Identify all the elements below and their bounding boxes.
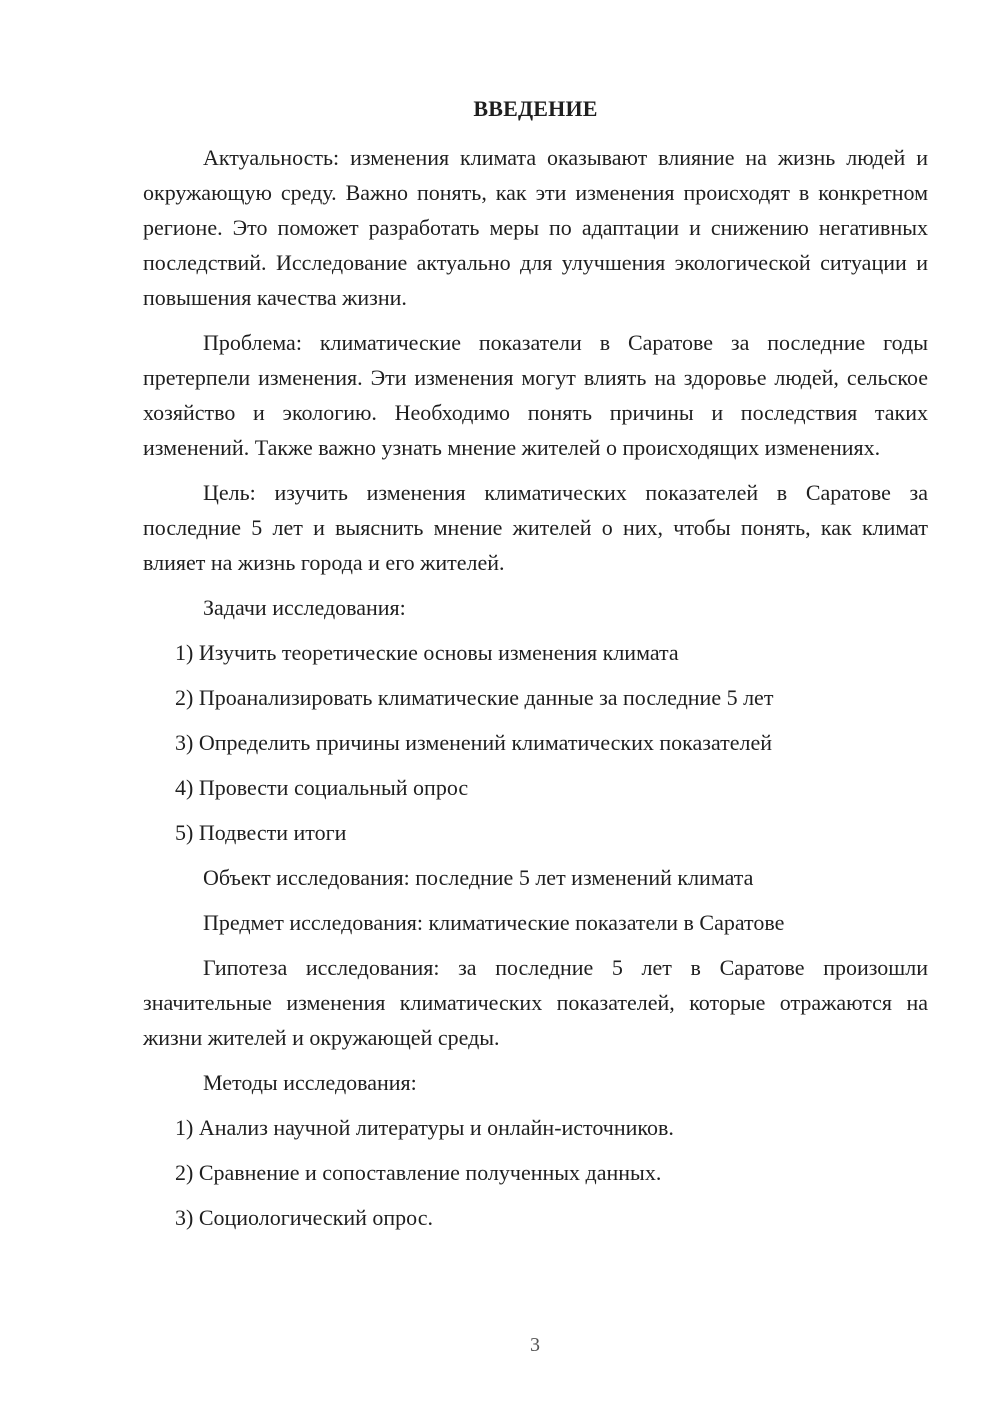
problem-paragraph: Проблема: климатические показатели в Саратове за последние годы претерпели изменения. Эти изменения могут влиять на здоровье людей, сельское хозяйство и экологию. Необходимо понять причины и последствия таких изменений. Также важно узнать мнение жителей о происходящих изменениях.: [143, 330, 928, 460]
page-heading: ВВЕДЕНИЕ: [473, 96, 598, 121]
method-item: 2) Сравнение и сопоставление полученных данных.: [175, 1160, 662, 1185]
page-number: 3: [530, 1334, 540, 1356]
task-item: 1) Изучить теоретические основы изменения климата: [175, 640, 679, 665]
research-object: Объект исследования: последние 5 лет изменений климата: [203, 865, 754, 890]
method-item: 1) Анализ научной литературы и онлайн-источников.: [175, 1115, 674, 1140]
method-item: 3) Социологический опрос.: [175, 1205, 433, 1230]
task-item: 3) Определить причины изменений климатических показателей: [175, 730, 773, 755]
task-item: 5) Подвести итоги: [175, 820, 347, 845]
relevance-paragraph: Актуальность: изменения климата оказывают влияние на жизнь людей и окружающую среду. Важно понять, как эти изменения происходят в конкретном регионе. Это поможет разработать меры по адаптации и снижению негативных последствий. Исследование актуально для улучшения экологической ситуации и повышения качества жизни.: [143, 145, 928, 310]
goal-paragraph: Цель: изучить изменения климатических показателей в Саратове за последние 5 лет и выяснить мнение жителей о них, чтобы понять, как климат влияет на жизнь города и его жителей.: [143, 480, 928, 575]
task-item: 2) Проанализировать климатические данные за последние 5 лет: [175, 685, 774, 710]
document-body: [143, 140, 928, 1245]
tasks-list: [143, 635, 928, 850]
methods-label: Методы исследования:: [203, 1070, 417, 1095]
hypothesis-paragraph: Гипотеза исследования: за последние 5 лет в Саратове произошли значительные изменения климатических показателей, которые отражаются на жизни жителей и окружающей среды.: [143, 955, 928, 1050]
tasks-label: Задачи исследования:: [203, 595, 406, 620]
research-subject: Предмет исследования: климатические показатели в Саратове: [203, 910, 785, 935]
task-item: 4) Провести социальный опрос: [175, 775, 469, 800]
methods-list: [143, 1110, 928, 1235]
